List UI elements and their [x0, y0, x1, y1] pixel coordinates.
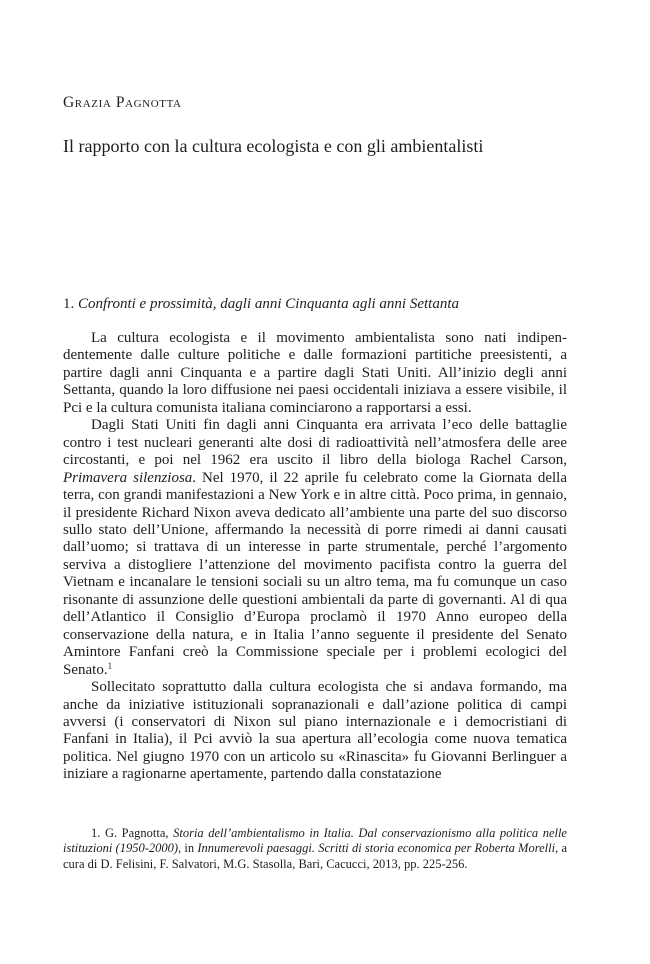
section-heading [63, 296, 459, 313]
paragraph-2-start: Dagli Stati Uniti fin dagli anni Cinquanta era arrivata l’eco delle battaglie contro i test nucleari generanti alte dosi di radioattività nell’atmosfera delle aree circostanti, e poi nel 1962 era uscito il libro della biologa Rachel Carson, [63, 417, 567, 469]
footnote-book-2: Innumerevoli paesaggi. Scritti di storia economica per Roberta Morelli [197, 841, 556, 856]
paragraph-2-rest: . Nel 1970, il 22 aprile fu celebrato come la Giornata della terra, con grandi manifestazioni a New York e in altre città. Poco prima, in gennaio, il presidente Richard Nixon aveva dedicato all’ambiente una parte del suo discorso sullo stato dell’Unione, affermando la necessità di porre rimedi ai danni causati dall’uomo; si trattava di un interesse in parte strumentale, perché l’argomento serviva a distogliere l’attenzione del movimento pacifista contro la guerra del Vietnam e incanalare le tensioni sociali su un altro tema, ma fu comunque un caso risonante di assunzione delle questioni ambientali da parte di governanti. Al di qua dell’Atlantico il Consiglio d’Europa proclamò il 1970 Anno europeo della conservazione della natura, e in Italia l’anno seguente il presidente del Senato Amintore Fanfani creò la Commissione speciale per i problemi ecologici del Senato. [63, 469, 567, 678]
footnote-lead: 1. G. Pagnotta, [91, 826, 169, 840]
footnote-book-1: Storia dell’ambientalismo in Italia. Dal conservazionismo alla politica nelle istituzioni (1950-2000) [63, 826, 567, 856]
book-title-primavera: Primavera silenziosa [63, 469, 193, 486]
footnote-mid: , in [178, 841, 195, 856]
body-text [63, 330, 567, 784]
paragraph-2 [63, 417, 567, 679]
paragraph-1: La cultura ecologista e il movimento ambientalista sono nati indipendentemente dalle culture politiche e dalle formazioni partitiche preesistenti, a partire dagli anni Cinquanta e a partire dagli Stati Uniti. All’inizio degli anni Settanta, quando la loro diffusione nei paesi occidentali iniziava a essere visibile, il Pci e la cultura comunista italiana cominciarono a rapportarsi a essi. [63, 330, 567, 416]
author-name: Grazia Pagnotta [63, 94, 182, 111]
section-number: 1. [63, 296, 75, 312]
section-title: Confronti e prossimità, dagli anni Cinquanta agli anni Settanta [78, 296, 459, 312]
footnote-ref-1[interactable]: 1 [107, 660, 113, 671]
footnote-tail: , a cura di D. Felisini, F. Salvatori, M.G. Stasolla, Bari, Cacucci, 2013, pp. 225-256. [63, 841, 567, 871]
paragraph-3: Sollecitato soprattutto dalla cultura ecologista che si andava formando, ma anche da iniziative istituzionali sopranazionali e dall’azione politica di campi avversi (i conservatori di Nixon sul piano internazionale e i democristiani di Fanfani in Italia), il Pci avviò la sua apertura all’ecologia come nuova tematica politica. Nel giugno 1970 con un articolo su «Rinascita» fu Giovanni Berlinguer a iniziare a ragionarne apertamente, partendo dalla constatazione [63, 679, 567, 783]
chapter-title: Il rapporto con la cultura ecologista e con gli ambientalisti [63, 136, 484, 156]
footnote-1 [63, 826, 567, 872]
